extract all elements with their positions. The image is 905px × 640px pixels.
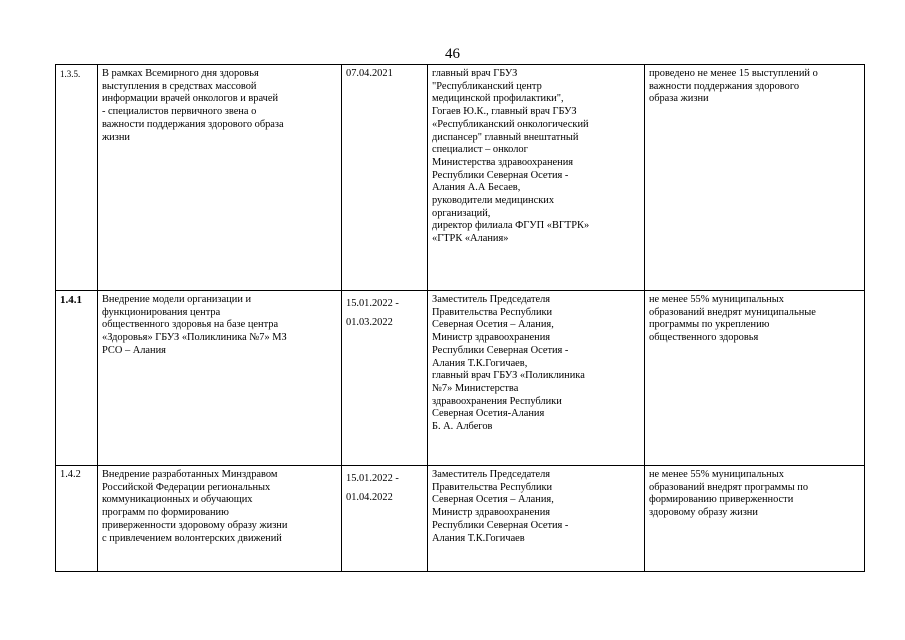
date-text: 15.01.2022 -: [346, 298, 399, 309]
responsible-text: главный врач ГБУЗ: [432, 68, 518, 79]
result-text: программы по укреплению: [649, 319, 770, 331]
responsible-text: «ГТРК «Алания»: [432, 233, 509, 245]
responsible-text: главный врач ГБУЗ «Поликлиника: [432, 370, 585, 382]
result-cell: [645, 466, 865, 572]
item-number: 1.4.1: [60, 294, 82, 306]
responsible-text: Заместитель Председателя: [432, 294, 551, 305]
responsible-text: медицинской профилактики",: [432, 93, 564, 105]
event-text: «Здоровья» ГБУЗ «Поликлиника №7» МЗ: [102, 332, 287, 344]
responsible-text: Северная Осетия – Алания,: [432, 494, 554, 506]
date-cell: [342, 466, 428, 572]
event-text: информации врачей онкологов и врачей: [102, 93, 279, 105]
result-text: образований внедрят муниципальные: [649, 306, 816, 318]
responsible-text: специалист – онколог: [432, 144, 528, 156]
result-text: проведено не менее 15 выступлений о: [649, 68, 818, 79]
responsible-text: Северная Осетия – Алания,: [432, 319, 554, 331]
responsible-text: Заместитель Председателя: [432, 469, 551, 480]
event-text: функционирования центра: [102, 306, 221, 318]
responsible-text: директор филиала ФГУП «ВГТРК»: [432, 220, 590, 232]
result-text: не менее 55% муниципальных: [649, 294, 784, 305]
result-text: здоровому образу жизни: [649, 507, 758, 519]
date-text: 15.01.2022 -: [346, 473, 399, 484]
event-text: с привлечением волонтерских движений: [102, 532, 282, 544]
responsible-text: организаций,: [432, 207, 491, 219]
event-text: жизни: [102, 131, 130, 143]
table-row: [56, 65, 865, 291]
responsible-text: Министр здравоохранения: [432, 507, 551, 519]
result-cell: [645, 291, 865, 466]
responsible-text: Б. А. Албегов: [432, 421, 493, 433]
item-number: 1.3.5.: [60, 69, 81, 79]
responsible-text: «Республиканский онкологический: [432, 118, 589, 130]
event-cell: [98, 291, 342, 466]
responsible-text: Министр здравоохранения: [432, 332, 551, 344]
action-plan-table: [55, 64, 865, 572]
result-text: образований внедрят программы по: [649, 481, 809, 493]
item-number-cell: [56, 291, 98, 466]
responsible-text: "Республиканский центр: [432, 80, 542, 92]
table-row: [56, 291, 865, 466]
event-text: В рамках Всемирного дня здоровья: [102, 68, 259, 79]
event-text: выступления в средствах массовой: [102, 80, 257, 92]
responsible-text: Северная Осетия-Алания: [432, 408, 545, 420]
responsible-cell: [428, 65, 645, 291]
result-text: общественного здоровья: [649, 332, 759, 344]
result-text: важности поддержания здорового: [649, 80, 800, 92]
responsible-text: Алания А.А Бесаев,: [432, 182, 521, 194]
responsible-text: Правительства Республики: [432, 306, 553, 318]
result-text: образа жизни: [649, 93, 709, 105]
responsible-text: здравоохранения Республики: [432, 395, 562, 407]
result-text: не менее 55% муниципальных: [649, 469, 784, 480]
event-text: Российской Федерации региональных: [102, 481, 271, 493]
event-text: Внедрение модели организации и: [102, 294, 252, 305]
item-number-cell: [56, 65, 98, 291]
event-text: важности поддержания здорового образа: [102, 118, 284, 130]
event-text: общественного здоровья на базе центра: [102, 319, 279, 331]
responsible-text: Гогаев Ю.К., главный врач ГБУЗ: [432, 106, 577, 118]
event-text: - специалистов первичного звена о: [102, 106, 257, 118]
event-text: коммуникационных и обучающих: [102, 494, 253, 506]
date-cell: [342, 291, 428, 466]
date-text: 01.04.2022: [346, 492, 393, 503]
item-number-cell: [56, 466, 98, 572]
responsible-text: Алания Т.К.Гогичаев,: [432, 357, 528, 369]
responsible-text: диспансер" главный внештатный: [432, 131, 579, 143]
responsible-text: Министерства здравоохранения: [432, 156, 574, 168]
responsible-text: Правительства Республики: [432, 481, 553, 493]
responsible-text: Алания Т.К.Гогичаев: [432, 532, 525, 544]
responsible-text: №7» Министерства: [432, 382, 519, 394]
responsible-cell: [428, 291, 645, 466]
responsible-text: Республики Северная Осетия -: [432, 519, 569, 531]
responsible-cell: [428, 466, 645, 572]
event-text: программ по формированию: [102, 507, 229, 519]
date-cell: [342, 65, 428, 291]
table-row: [56, 466, 865, 572]
event-text: приверженности здоровому образу жизни: [102, 519, 288, 531]
responsible-text: Республики Северная Осетия -: [432, 169, 569, 181]
event-text: Внедрение разработанных Минздравом: [102, 469, 278, 480]
result-text: формированию приверженности: [649, 494, 794, 506]
event-cell: [98, 65, 342, 291]
responsible-text: руководители медицинских: [432, 195, 555, 207]
item-number: 1.4.2: [60, 469, 81, 480]
date-text: 01.03.2022: [346, 317, 393, 328]
event-text: РСО – Алания: [102, 344, 166, 356]
date-text: 07.04.2021: [346, 68, 393, 79]
result-cell: [645, 65, 865, 291]
page-number: 46: [445, 46, 460, 62]
responsible-text: Республики Северная Осетия -: [432, 344, 569, 356]
event-cell: [98, 466, 342, 572]
